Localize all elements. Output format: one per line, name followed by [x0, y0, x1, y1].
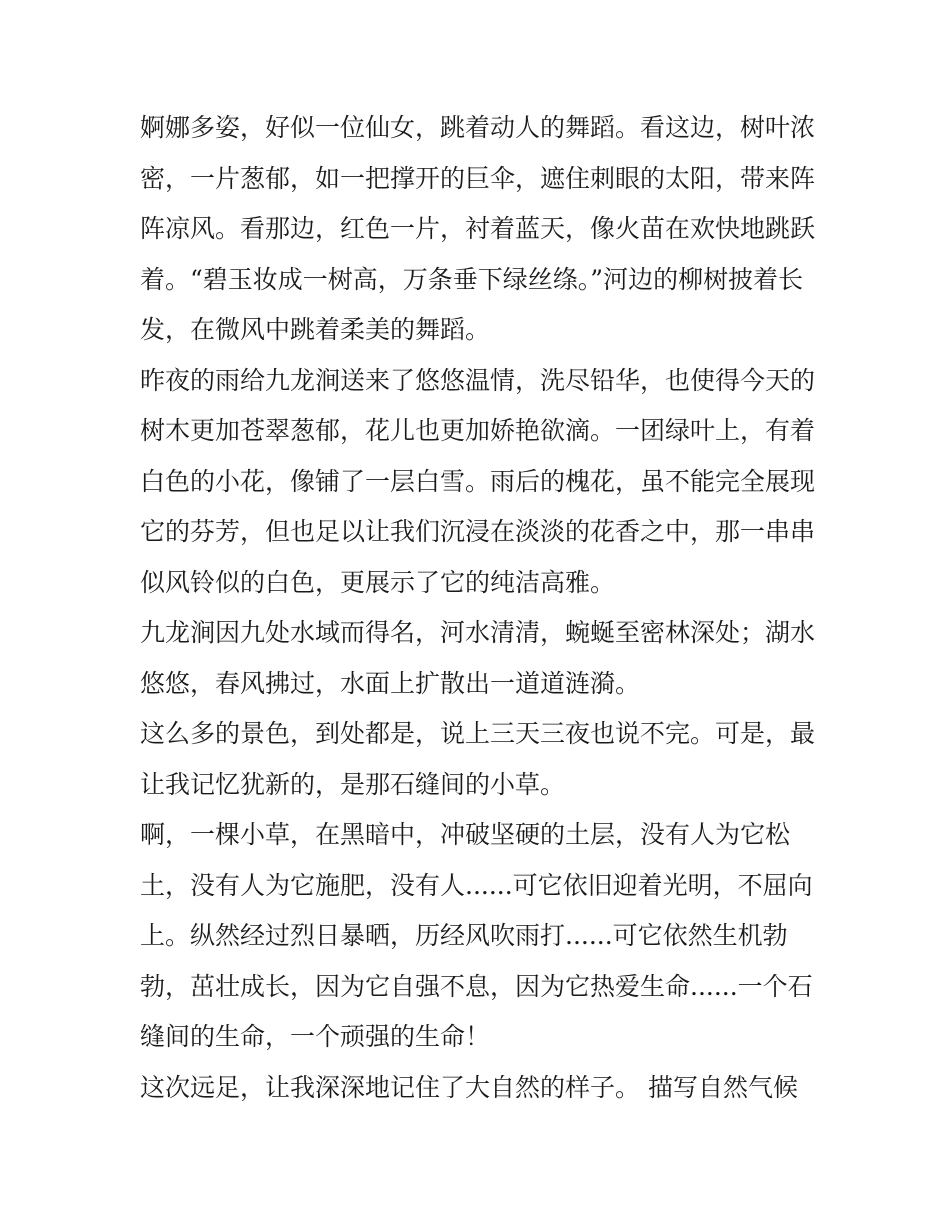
text-line: 似风铃似的白色，更展示了它的纯洁高雅。 [140, 567, 616, 597]
text-line: 它的芬芳，但也足以让我们沉浸在淡淡的花香之中，那一串串 [140, 517, 816, 546]
text-line: 着。“碧玉妆成一树高，万条垂下绿丝绦。”河边的柳树披着长 [140, 264, 804, 294]
text-line: 树木更加苍翠葱郁，花儿也更加娇艳欲滴。一团绿叶上，有着 [140, 416, 816, 445]
text-line: 昨夜的雨给九龙涧送来了悠悠温情，洗尽铅华，也使得今天的 [140, 365, 816, 395]
text-line: 九龙涧因九处水域而得名，河水清清，蜿蜒至密林深处；湖水 [140, 618, 816, 647]
text-line: 密，一片葱郁，如一把撑开的巨伞，遮住刺眼的太阳，带来阵 [140, 163, 816, 193]
text-line: 缝间的生命，一个顽强的生命！ [140, 1022, 491, 1051]
text-line: 啊，一棵小草，在黑暗中，冲破坚硬的土层，没有人为它松 [140, 820, 791, 849]
text-line: 悠悠，春风拂过，水面上扩散出一道道涟漪。 [140, 668, 641, 698]
text-line: 这次远足，让我深深地记住了大自然的样子。 描写自然气候 [140, 1072, 798, 1102]
text-line: 白色的小花，像铺了一层白雪。雨后的槐花，虽不能完全展现 [140, 466, 816, 496]
essay-text [140, 103, 830, 1113]
text-line: 发，在微风中跳着柔美的舞蹈。 [140, 315, 491, 344]
text-line: 这么多的景色，到处都是，说上三天三夜也说不完。可是，最 [140, 719, 816, 748]
text-line: 让我记忆犹新的，是那石缝间的小草。 [140, 769, 566, 799]
text-line: 勃，茁壮成长，因为它自强不息，因为它热爱生命......一个石 [140, 971, 813, 1001]
text-line: 阵凉风。看那边，红色一片，衬着蓝天，像火苗在欢快地跳跃 [140, 214, 816, 243]
text-line: 婀娜多姿，好似一位仙女，跳着动人的舞蹈。看这边，树叶浓 [140, 113, 816, 142]
text-line: 上。纵然经过烈日暴晒，历经风吹雨打......可它依然生机勃 [140, 921, 788, 950]
text-line: 土，没有人为它施肥，没有人......可它依旧迎着光明，不屈向 [140, 870, 813, 900]
